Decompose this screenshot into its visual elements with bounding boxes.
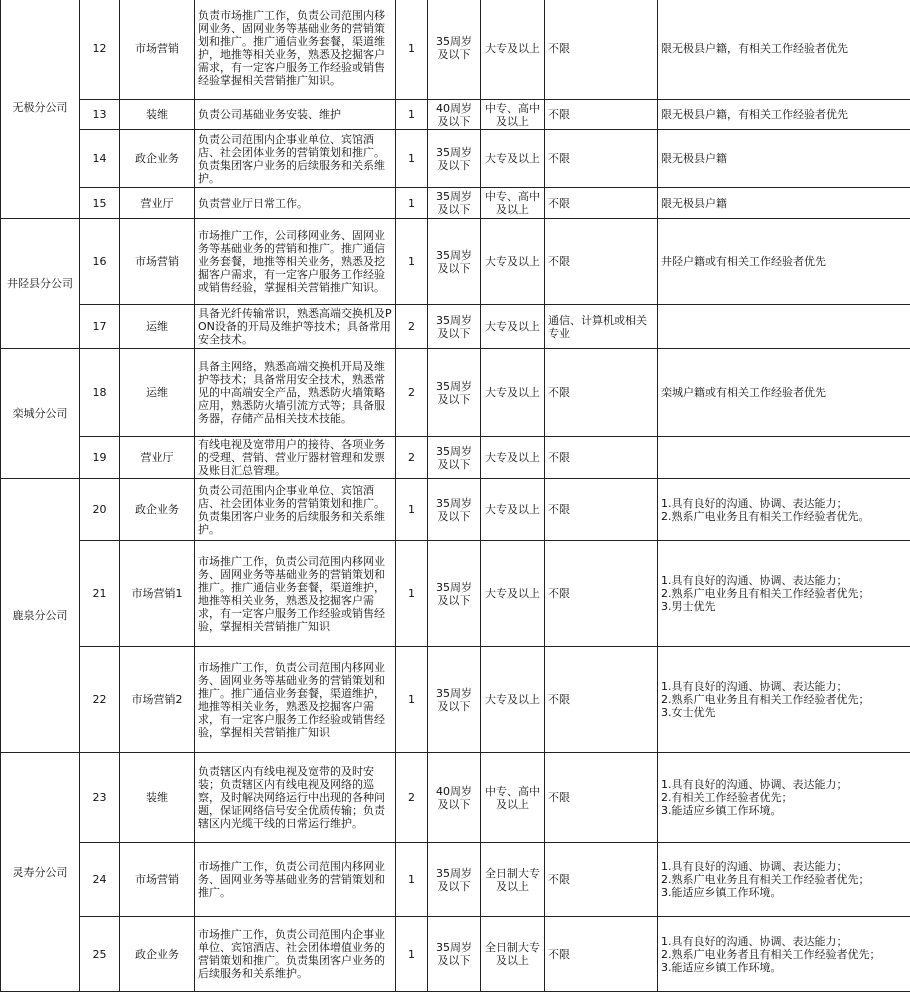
position-cell-text: 装维 (146, 791, 168, 804)
age-cell-text: 35周岁及以下 (436, 580, 472, 607)
headcount-cell (396, 219, 428, 305)
other-requirements-cell (658, 100, 910, 130)
row-number-cell (80, 219, 120, 305)
major-cell (545, 130, 658, 188)
position-cell (120, 188, 195, 219)
education-cell (481, 130, 545, 188)
education-cell (481, 0, 545, 100)
headcount-cell-text: 1 (408, 152, 415, 165)
age-cell (428, 100, 481, 130)
other-requirements-cell (658, 305, 910, 349)
position-cell (120, 917, 195, 992)
headcount-cell (396, 188, 428, 219)
position-cell (120, 437, 195, 479)
major-cell-text: 不限 (548, 152, 570, 165)
age-cell (428, 753, 481, 843)
duty-cell (195, 0, 396, 100)
row-number-cell (80, 843, 120, 917)
duty-cell (195, 753, 396, 843)
row-number-cell-text: 21 (92, 587, 107, 600)
row-number-cell-text: 14 (92, 152, 107, 165)
major-cell (545, 541, 658, 647)
major-cell-text: 不限 (548, 41, 570, 55)
other-requirements-cell-text: 1.具有良好的沟通、协调、表达能力； 2.熟系广电业务且有相关工作经验者优先； 3.男士优先 (661, 574, 870, 613)
other-requirements-cell (658, 541, 910, 647)
other-requirements-cell-text: 井陉户籍或有相关工作经验者优先 (661, 255, 826, 268)
other-requirements-cell (658, 647, 910, 753)
major-cell-text: 不限 (548, 386, 570, 399)
table-row (1, 130, 910, 188)
duty-cell-text: 市场推广工作，负责公司范围内移网业务、固网业务等基础业务的营销策划和推广。推广通信业务套餐，渠道维护，地推等相关业务，熟悉及挖掘客户需求，有一定客户服务工作经验或销售经验，掌握相关营销推广知识 (198, 660, 385, 739)
education-cell-text: 大专及以上 (485, 152, 540, 165)
position-cell-text: 市场营销 (135, 41, 179, 55)
education-cell (481, 219, 545, 305)
table-row (1, 100, 910, 130)
company-cell-text: 鹿泉分公司 (12, 609, 68, 622)
row-number-cell (80, 753, 120, 843)
headcount-cell-text: 1 (408, 196, 415, 210)
table-row (1, 0, 910, 100)
age-cell-text: 35周岁及以下 (436, 145, 472, 172)
major-cell (545, 917, 658, 992)
duty-cell-text: 负责公司范围内企事业单位、宾馆酒店、社会团体业务的营销策划和推广。负责集团客户业务的后续服务和关系维护。 (198, 132, 385, 185)
education-cell (481, 647, 545, 753)
education-cell (481, 479, 545, 541)
education-cell-text: 全日制大专及以上 (485, 941, 540, 967)
education-cell (481, 349, 545, 437)
position-cell (120, 130, 195, 188)
table-row (1, 917, 910, 992)
headcount-cell (396, 100, 428, 130)
other-requirements-cell (658, 130, 910, 188)
position-cell (120, 753, 195, 843)
education-cell (481, 843, 545, 917)
other-requirements-cell-text: 1.具有良好的沟通、协调、表达能力； 2.熟系广电业务且有相关工作经验者优先。 (661, 496, 870, 523)
education-cell-text: 大专及以上 (485, 587, 540, 600)
education-cell (481, 917, 545, 992)
other-requirements-cell-text: 限无极县户籍，有相关工作经验者优先 (661, 108, 848, 121)
duty-cell-text: 负责公司范围内企事业单位、宾馆酒店、社会团体业务的营销策划和推广。负责集团客户业务的后续服务和关系维护。 (198, 483, 385, 536)
table-row (1, 188, 910, 219)
headcount-cell (396, 843, 428, 917)
major-cell-text: 不限 (548, 587, 570, 600)
duty-cell (195, 541, 396, 647)
headcount-cell (396, 0, 428, 100)
other-requirements-cell-text: 1.具有良好的沟通、协调、表达能力； 2.熟系广电业务且有相关工作经验者优先； 3.能适应乡镇工作环境。 (661, 860, 870, 899)
age-cell (428, 479, 481, 541)
row-number-cell-text: 18 (92, 386, 107, 399)
major-cell-text: 不限 (548, 791, 570, 804)
duty-cell (195, 349, 396, 437)
age-cell-text: 35周岁及以下 (436, 686, 472, 713)
row-number-cell-text: 24 (92, 873, 107, 886)
position-cell (120, 305, 195, 349)
age-cell-text: 40周岁及以下 (436, 101, 472, 128)
duty-cell-text: 具备光纤传输常识，熟悉高端交换机及PON设备的开局及维护等技术；具备常用安全技术。 (198, 307, 392, 346)
major-cell-text: 不限 (548, 947, 570, 961)
age-cell (428, 647, 481, 753)
duty-cell (195, 130, 396, 188)
age-cell (428, 437, 481, 479)
education-cell (481, 305, 545, 349)
age-cell (428, 541, 481, 647)
major-cell-text: 不限 (548, 451, 570, 464)
headcount-cell-text: 2 (408, 320, 415, 333)
duty-cell (195, 843, 396, 917)
education-cell-text: 大专及以上 (485, 41, 540, 55)
other-requirements-cell-text: 限无极县户籍 (661, 196, 727, 210)
position-cell-text: 市场营销1 (131, 587, 183, 600)
row-number-cell-text: 25 (92, 947, 107, 961)
duty-cell (195, 305, 396, 349)
duty-cell (195, 100, 396, 130)
position-cell (120, 479, 195, 541)
table-row (1, 437, 910, 479)
education-cell-text: 中专、高中及以上 (485, 101, 540, 128)
major-cell-text: 不限 (548, 873, 570, 886)
education-cell-text: 全日制大专及以上 (485, 866, 540, 893)
headcount-cell (396, 437, 428, 479)
position-cell-text: 市场营销2 (131, 693, 183, 706)
education-cell-text: 大专及以上 (485, 255, 540, 268)
duty-cell-text: 负责辖区内有线电视及宽带的及时安装；负责辖区内有线电视及网络的巡察，及时解决网络运行中出现的各种问题，保证网络信号安全优质传输；负责辖区内光缆干线的日常运行维护。 (198, 765, 385, 830)
major-cell-text: 通信、计算机或相关专业 (548, 313, 647, 340)
position-cell-text: 政企业务 (135, 152, 179, 165)
position-cell-text: 运维 (146, 320, 168, 333)
age-cell (428, 130, 481, 188)
row-number-cell (80, 305, 120, 349)
headcount-cell-text: 2 (408, 451, 415, 464)
age-cell (428, 219, 481, 305)
row-number-cell-text: 16 (92, 255, 107, 268)
row-number-cell-text: 12 (92, 41, 107, 55)
duty-cell-text: 负责公司基础业务安装、维护 (198, 108, 341, 121)
other-requirements-cell (658, 479, 910, 541)
major-cell-text: 不限 (548, 693, 570, 706)
major-cell (545, 437, 658, 479)
age-cell-text: 35周岁及以下 (436, 444, 472, 471)
other-requirements-cell (658, 917, 910, 992)
position-cell (120, 219, 195, 305)
education-cell (481, 541, 545, 647)
other-requirements-cell (658, 349, 910, 437)
duty-cell (195, 219, 396, 305)
position-cell-text: 市场营销 (135, 255, 179, 268)
headcount-cell-text: 1 (408, 108, 415, 121)
other-requirements-cell (658, 188, 910, 219)
position-cell-text: 政企业务 (135, 947, 179, 961)
table-row (1, 753, 910, 843)
row-number-cell-text: 23 (92, 791, 107, 804)
company-cell (1, 753, 80, 992)
age-cell-text: 35周岁及以下 (436, 190, 472, 216)
headcount-cell (396, 349, 428, 437)
headcount-cell (396, 479, 428, 541)
company-cell-text: 灵寿分公司 (12, 865, 68, 879)
company-cell (1, 349, 80, 479)
duty-cell-text: 有线电视及宽带用户的接待、各项业务的受理、营销、营业厅器材管理和发票及账目汇总管理。 (198, 438, 385, 477)
major-cell-text: 不限 (548, 196, 570, 210)
other-requirements-cell-text: 栾城户籍或有相关工作经验者优先 (661, 386, 826, 399)
row-number-cell-text: 15 (92, 196, 107, 210)
duty-cell (195, 647, 396, 753)
age-cell-text: 35周岁及以下 (436, 866, 472, 893)
position-cell-text: 政企业务 (135, 503, 179, 516)
position-cell-text: 营业厅 (140, 196, 174, 210)
other-requirements-cell (658, 437, 910, 479)
education-cell-text: 大专及以上 (485, 386, 540, 399)
row-number-cell (80, 130, 120, 188)
major-cell (545, 843, 658, 917)
duty-cell-text: 负责营业厅日常工作。 (198, 196, 308, 210)
education-cell-text: 中专、高中及以上 (485, 784, 540, 811)
education-cell-text: 中专、高中及以上 (485, 190, 540, 216)
headcount-cell (396, 753, 428, 843)
education-cell (481, 188, 545, 219)
age-cell (428, 188, 481, 219)
row-number-cell-text: 13 (92, 108, 107, 121)
company-cell-text: 井陉县分公司 (7, 277, 73, 290)
age-cell-text: 35周岁及以下 (436, 941, 472, 967)
row-number-cell (80, 917, 120, 992)
position-cell-text: 装维 (146, 108, 168, 121)
duty-cell (195, 188, 396, 219)
headcount-cell (396, 305, 428, 349)
major-cell (545, 479, 658, 541)
age-cell-text: 35周岁及以下 (436, 313, 472, 340)
headcount-cell-text: 1 (408, 947, 415, 961)
major-cell (545, 753, 658, 843)
other-requirements-cell (658, 753, 910, 843)
company-cell (1, 219, 80, 349)
table-row (1, 349, 910, 437)
headcount-cell-text: 1 (408, 693, 415, 706)
education-cell (481, 753, 545, 843)
age-cell (428, 349, 481, 437)
row-number-cell (80, 100, 120, 130)
position-cell (120, 100, 195, 130)
age-cell (428, 843, 481, 917)
duty-cell-text: 市场推广工作，负责公司范围内企事业单位、宾馆酒店、社会团体增值业务的营销策划和推广。负责集团客户业务的后续服务和关系维护。 (198, 928, 385, 980)
major-cell (545, 219, 658, 305)
education-cell-text: 大专及以上 (485, 320, 540, 333)
education-cell-text: 大专及以上 (485, 693, 540, 706)
headcount-cell-text: 1 (408, 587, 415, 600)
table-row (1, 843, 910, 917)
company-cell (1, 0, 80, 219)
position-cell-text: 市场营销 (135, 873, 179, 886)
headcount-cell-text: 2 (408, 791, 415, 804)
other-requirements-cell-text: 限无极县户籍 (661, 152, 727, 165)
row-number-cell-text: 19 (92, 451, 107, 464)
table-row (1, 541, 910, 647)
duty-cell-text: 市场推广工作，负责公司范围内移网业务、固网业务等基础业务的营销策划和推广。 (198, 860, 385, 899)
row-number-cell (80, 479, 120, 541)
headcount-cell-text: 2 (408, 386, 415, 399)
position-cell (120, 647, 195, 753)
headcount-cell-text: 1 (408, 41, 415, 55)
age-cell-text: 35周岁及以下 (436, 35, 472, 61)
other-requirements-cell (658, 843, 910, 917)
major-cell-text: 不限 (548, 503, 570, 516)
company-cell (1, 479, 80, 753)
row-number-cell (80, 541, 120, 647)
company-cell-text: 栾城分公司 (12, 407, 68, 420)
education-cell-text: 大专及以上 (485, 503, 540, 516)
position-cell-text: 营业厅 (140, 451, 174, 464)
other-requirements-cell-text: 1.具有良好的沟通、协调、表达能力； 2.熟系广电业务者且有相关工作经验者优先； 3.能适应乡镇工作环境。 (661, 934, 881, 974)
headcount-cell-text: 1 (408, 873, 415, 886)
major-cell-text: 不限 (548, 108, 570, 121)
education-cell (481, 100, 545, 130)
age-cell (428, 305, 481, 349)
headcount-cell-text: 1 (408, 503, 415, 516)
row-number-cell (80, 0, 120, 100)
headcount-cell (396, 541, 428, 647)
age-cell-text: 35周岁及以下 (436, 379, 472, 406)
major-cell (545, 188, 658, 219)
duty-cell (195, 479, 396, 541)
row-number-cell (80, 349, 120, 437)
row-number-cell-text: 17 (92, 320, 107, 333)
headcount-cell (396, 917, 428, 992)
age-cell-text: 35周岁及以下 (436, 248, 472, 275)
duty-cell-text: 市场推广工作，负责公司范围内移网业务、固网业务等基础业务的营销策划和推广。推广通信业务套餐，渠道维护，地推等相关业务，熟悉及挖掘客户需求，有一定客户服务工作经验或销售经验，掌握相关营销推广知识 (198, 554, 385, 633)
major-cell (545, 647, 658, 753)
other-requirements-cell-text: 1.具有良好的沟通、协调、表达能力； 2.有相关工作经验者优先； 3.能适应乡镇工作环境。 (661, 778, 848, 817)
table-row (1, 219, 910, 305)
duty-cell-text: 负责市场推广工作，负责公司范围内移网业务、固网业务等基础业务的营销策划和推广。推广通信业务套餐，渠道维护，地推等相关业务，熟悉及挖掘客户需求，有一定客户服务工作经验或销售经验掌握相关营销推广知识。 (198, 9, 385, 87)
other-requirements-cell-text: 限无极县户籍，有相关工作经验者优先 (661, 41, 848, 55)
table-row (1, 305, 910, 349)
company-cell-text: 无极分公司 (12, 101, 68, 114)
other-requirements-cell (658, 219, 910, 305)
position-cell (120, 349, 195, 437)
row-number-cell-text: 22 (92, 693, 107, 706)
position-cell (120, 843, 195, 917)
age-cell-text: 40周岁及以下 (436, 784, 472, 811)
duty-cell-text: 市场推广工作，公司移网业务、固网业务等基础业务的营销和推广。推广通信业务套餐，地推等相关业务，熟悉及挖掘客户需求，有一定客户服务工作经验或销售经验，掌握相关营销推广知识。 (198, 229, 385, 294)
major-cell (545, 100, 658, 130)
position-cell-text: 运维 (146, 386, 168, 399)
table-row (1, 479, 910, 541)
duty-cell (195, 917, 396, 992)
position-cell (120, 541, 195, 647)
age-cell-text: 35周岁及以下 (436, 496, 472, 523)
major-cell (545, 0, 658, 100)
table-row (1, 647, 910, 753)
duty-cell (195, 437, 396, 479)
age-cell (428, 0, 481, 100)
education-cell-text: 大专及以上 (485, 451, 540, 464)
other-requirements-cell (658, 0, 910, 100)
major-cell (545, 349, 658, 437)
headcount-cell (396, 647, 428, 753)
headcount-cell-text: 1 (408, 255, 415, 268)
position-cell (120, 0, 195, 100)
row-number-cell (80, 437, 120, 479)
major-cell (545, 305, 658, 349)
major-cell-text: 不限 (548, 255, 570, 268)
education-cell (481, 437, 545, 479)
headcount-cell (396, 130, 428, 188)
row-number-cell (80, 647, 120, 753)
other-requirements-cell-text: 1.具有良好的沟通、协调、表达能力； 2.熟系广电业务且有相关工作经验者优先； 3.女士优先 (661, 680, 870, 719)
row-number-cell (80, 188, 120, 219)
table-body (1, 0, 910, 992)
age-cell (428, 917, 481, 992)
row-number-cell-text: 20 (92, 503, 107, 516)
duty-cell-text: 具备主网络，熟悉高端交换机开局及维护等技术；具备常用安全技术，熟悉常见的中高端安全产品，熟悉防火墙策略应用，熟悉防火墙引流方式等；具备服务器，存储产品相关技术技能。 (198, 360, 385, 425)
